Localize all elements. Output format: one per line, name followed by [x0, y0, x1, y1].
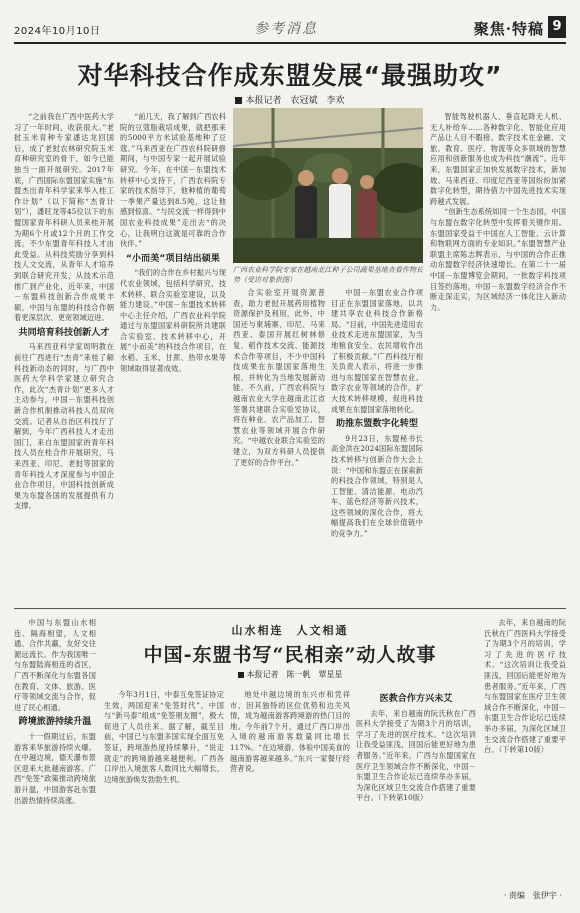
subhead-medical: 医教合作方兴未艾 — [379, 694, 453, 704]
page-number: 9 — [548, 16, 566, 38]
byline-square-icon — [238, 672, 244, 678]
subhead-talent: 共同培育科技创新人才 — [18, 327, 110, 338]
second-col-1 — [14, 618, 96, 898]
main-col-2-text: “前几天，我了解到广西农科院的豆蔻脂栽培成果，就把那来的5000平方米试验基地种了豆蔻。”马来西亚在广西农科院研修期间，与中国专家一起开展试验研究。今年，在中国－东盟技术转移中心支持下，广西农科院专家的技术指导下，他种植的葡萄一季果产量达到8.5吨，这让他感到惊喜。“与民交流一样得到中国农业科技成果”走出去“的决心，让我明白这就是可靠的合作伙伴。” — [120, 112, 226, 249]
byline-square-icon — [235, 97, 242, 104]
second-col-4 — [356, 690, 476, 900]
second-col-5-text: 去年，来自越南的阮氏秋在广西医科大学接受了为期3个月的培训，学习了先进的医疗技术。“这次培训让我受益匪浅，回国后能更好地为患者服务。”近年来，广西与东盟国家在医疗卫生领域合作不断深化，中国－东盟卫生合作论坛已连续举办多届，为深化区域卫生交流合作搭建了重要平台。（下转第10版） — [484, 618, 566, 755]
second-col-2-text: 今年3月1日，中泰互免签证协定生效，两国迎来“免签时代”。中国与“新马泰”组成“免签朋友圈”，极大促进了人员往来。据了解，截至目前，中国已与东盟多国实现全面互免签证，跨境游热度持续攀升，“说走就走”的跨境游越来越便利。广西各口岸出入境旅客人数同比大幅增长，边境旅游焕发勃勃生机。 — [104, 690, 224, 784]
second-col-3-text: 地处中越边境的东兴市和凭祥市，因其独特的区位优势和边关风情，成为越南游客跨境游的热门目的地。今年前7个月，通过广西口岸出入境的越南游客数量同比增长117%。“在边境游、体验中国美食的越南游客越来越多。”东兴一家餐厅经营者说。 — [230, 690, 350, 774]
subhead-tourism: 跨境旅游持续升温 — [18, 717, 92, 728]
section-divider — [14, 608, 566, 609]
section-name: 聚焦·特稿 — [473, 20, 544, 38]
second-headline: 中国-东盟书写“民相亲”动人故事 — [143, 644, 437, 666]
main-col-3-text: 合实验室开展资源普查，助力老挝开展药用植物资源保护及利用，此外，中国还与柬埔寨、印尼、马来西亚、泰国开展红树林修复、稻作技术交流、能源技术合作等项目，不少中国科技成果在东盟国家落地生根，并转化为当地发展新动能。不久前，广西农科院与越南农业大学在越南北江省签署共建联合实验室协议，将在种业、农产品加工、智慧农业等领域开展合作研究。“中越农业联合实验室的建立，为双方科研人员提供了更好的合作平台。” — [233, 288, 325, 467]
second-kicker: 山水相连 人文相通 — [231, 624, 349, 637]
main-col-4-text-2: 9月23日，东盟秘书长高金洪在2024国际东盟国际技术转移与创新合作大会上说：“中国和东盟正在探索新的科技合作领域，特别是人工智能、清洁能源、电动汽车、蓝色经济等新兴技术，这些领域的深化合作，将大幅提高我们在全球价值链中的竞争力。” — [331, 433, 423, 539]
subhead-projects: “小而美”项目结出硕果 — [126, 253, 220, 264]
second-col-3 — [230, 690, 350, 900]
article-photo — [233, 108, 423, 263]
main-col-5-text-2: “创新生态系统如同一个生态园，中国与东盟在数字化转型中发挥着关键作用。东盟国家受益于中国在人工智能、云计算和物联网方面的专业知识。”东盟智慧产业联盟主席陈志辉表示，与中国的合作正推动东盟数字经济快速增长。在第二十一届中国－东盟博览会期间，一批数字科技项目签约落地，中国－东盟数字经济合作不断走深走实，为区域经济一体化注入新动力。 — [430, 207, 566, 312]
photo-caption: 广西农业科学院专家在越南北江种子公司蔬果基地查看作物长势（受访对象供图） — [233, 266, 423, 284]
main-col-3 — [233, 288, 325, 602]
main-col-5 — [430, 112, 566, 602]
second-col-5 — [484, 618, 566, 888]
issue-date: 2024年10月10日 — [14, 26, 101, 37]
paper-name: 参考消息 — [254, 21, 318, 37]
second-byline: 本报记者 陈一帆 覃星星 — [100, 669, 480, 680]
subhead-digital: 助推东盟数字化转型 — [336, 419, 418, 430]
greenhouse-photo — [233, 108, 423, 263]
page-header — [14, 14, 566, 44]
main-col-2-text-2: “我们的合作在乡村振兴与现代农业领域，包括科学研究、技术转移、联合实验室建设，以及能力建设。”中国－东盟技术转移中心主任介绍，广西农业科学院通过与东盟国家科研院所共建联合实验室、技术转移中心，开展“小而美”的科技合作项目，在水稻、玉米、甘蔗、热带水果等领域取得显著成效。 — [120, 268, 226, 373]
main-col-1 — [14, 112, 114, 602]
editor-credit: · 责编 张伊宇 · — [503, 891, 562, 900]
main-col-2 — [120, 112, 226, 602]
main-col-5-text: 智能驾驶机器人、垂直起降无人机、无人补给车……各种数字化、智能化应用产品让人目不暇接。数字技术在金融、文旅、教育、医疗、物流等众多领域的智慧应用和创新服务也成为科技“潮流”。近年来，东盟国家正加快发展数字技术，新加坡、马来西亚、印度尼西亚等国纷纷加紧数字化转型，期待借力中国先进技术实现跨越式发展。 — [430, 112, 566, 206]
second-col-1-text-2: 十一假期过后，东盟游客来华旅游持续火爆。在中越边境，德天瀑布景区迎来大批越南游客。广西“免签”政策推动跨境旅游升温，中国游客赴东盟出游热情持续高涨。 — [14, 731, 96, 805]
main-byline: 本报记者 农冠斌 李欢 — [0, 93, 580, 106]
main-col-4 — [331, 288, 423, 602]
main-col-1-text-2: 马来西亚科学家周明教在前往广西进行“杰青”来桂了解科技新动态的同时，与广西中医药大学科学家建立研究合作，此次“杰青计划”更多人才主动参与，中国－东盟科技创新合作机制推动科技人员双向交流。记者从自治区科技厅了解到，今年广西科技人才走出国门，来自东盟国家的青年科技人员在桂合作开展研究，马来西亚、印尼、老挝等国家的青年科技人才深度参与中国企业合作项目，中国科技创新成果为东盟各国的发展提供有力支撑。 — [14, 342, 114, 511]
main-col-4-text: 中国－东盟农业合作项目正在东盟国家落地，以共建共享农业科技合作新格局。“目前，中国先进适用农业技术走进东盟国家，为当地粮食安全、农民增收作出了积极贡献。”广西科技厅相关负责人表示，将进一步推进与东盟国家在智慧农业、数字农业等领域的合作，扩大技术转移规模，促进科技成果在东盟国家落地转化。 — [331, 288, 423, 414]
second-col-4-text: 去年，来自越南的阮氏秋在广西医科大学接受了为期3个月的培训，学习了先进的医疗技术。“这次培训让我受益匪浅，回国后能更好地为患者服务。”近年来，广西与东盟国家在医疗卫生领域合作不断深化，中国－东盟卫生合作论坛已连续举办多届，为深化区域卫生交流合作搭建了重要平台。（下转第10版） — [356, 708, 476, 803]
main-col-1-text: “之前我在广西中医药大学习了一年时间，收获很大。”老挝玉米育种专家潘达龙回国后，成了老挝农林研究院玉米育种研究室的骨干，如今已能独当一面开展研究。2017年底，广西国际东盟国家实施“东盟杰出青年科学家来华入桂工作计划”（以下简称“杰青计划”），潘旺龙等45位以下的东盟国家青年科研人员来桂开展为期6个月或12个月的工作交流，不少东盟青年科技人才由此受益。从科技奖励分享到科技人文交流，从青年人才培养到联合研究开发，从技术示范推广到产业化，近年来，中国－东盟科技创新合作成果丰硕，中国与东盟的科技合作朝着更深层次、更宽领域迈进。 — [14, 112, 114, 323]
second-col-1-text: 中国与东盟山水相连、隔海相望，人文相通、合作共赢，友好交往源远流长。作为我国唯一与东盟陆海相连的省区，广西不断深化与东盟各国在教育、文体、旅游、医疗等领域交流与合作，促进了民心相通。 — [14, 618, 96, 712]
main-headline: 对华科技合作成东盟发展“最强助攻” — [77, 61, 503, 90]
second-col-2 — [104, 690, 224, 900]
